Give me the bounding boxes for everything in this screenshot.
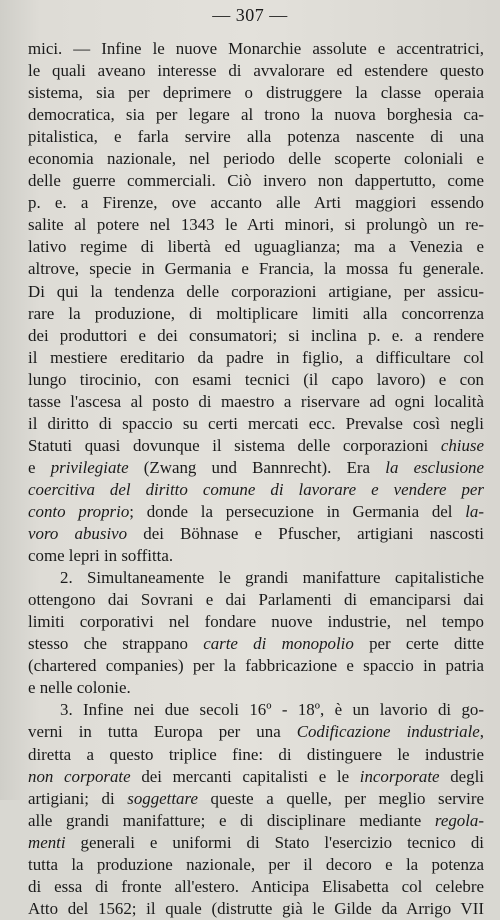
text-segment: lungo tirocinio, con esami tecnici (il capo lavoro) e con <box>28 369 484 389</box>
text-segment: come lepri in soffitta. <box>28 546 174 566</box>
text-line <box>28 281 484 303</box>
text-segment: verni in tutta Europa per una <box>28 722 297 742</box>
text-line <box>28 369 484 391</box>
italic-text: incorporate <box>359 766 440 786</box>
text-segment: il mestiere ereditario da padre in figlio, a difficultare col <box>28 347 484 367</box>
text-segment: per certe ditte <box>353 634 484 654</box>
text-line <box>28 677 484 699</box>
text-segment: 3. Infine nei due secoli 16º - 18º, è un lavorio di go- <box>60 700 484 720</box>
text-line <box>28 810 484 832</box>
text-line <box>28 766 484 788</box>
text-segment: salite al potere nel 1343 le Arti minori, si prolungò un re- <box>28 215 484 235</box>
italic-text: conto proprio <box>28 501 130 521</box>
text-segment: tutta la produzione nazionale, per il decoro e la potenza <box>28 854 484 874</box>
text-segment: rare la produzione, di moltiplicare limiti alla concorrenza <box>28 303 484 323</box>
text-line <box>28 523 484 545</box>
text-line <box>28 413 484 435</box>
text-segment: generali e uniformi di Stato l'esercizio tecnico di <box>65 832 484 852</box>
text-line <box>28 457 484 479</box>
text-segment: alle grandi manifatture; e di disciplinare mediante <box>28 810 435 830</box>
text-line <box>28 148 484 170</box>
text-line <box>28 303 484 325</box>
italic-text: non corporate <box>28 766 131 786</box>
text-segment: limiti corporativi nel fondare nuove industrie, nel tempo <box>28 612 484 632</box>
text-line <box>28 589 484 611</box>
text-line <box>28 876 484 898</box>
text-line <box>28 721 484 743</box>
text-line <box>28 325 484 347</box>
text-line <box>28 611 484 633</box>
text-line <box>28 60 484 82</box>
text-segment: Atto del 1562; il quale (distrutte già le Gilde da Arrigo VII <box>28 898 484 918</box>
italic-text: la- <box>465 501 484 521</box>
text-segment: e nelle colonie. <box>28 678 131 698</box>
text-line <box>28 545 484 567</box>
text-line <box>28 170 484 192</box>
text-segment: ottengono dai Sovrani e dai Parlamenti di emanciparsi dai <box>28 590 484 610</box>
text-line <box>28 435 484 457</box>
text-segment: mici. — Infine le nuove Monarchie assolute e accentratrici, <box>28 39 484 58</box>
text-segment: ; donde la persecuzione in Germania del <box>129 501 466 521</box>
italic-text: menti <box>28 832 66 852</box>
text-segment: delle guerre commerciali. Ciò invero non dappertutto, come <box>28 171 484 191</box>
text-segment: Statuti quasi dovunque il sistema delle corporazioni <box>28 435 441 455</box>
text-line <box>28 501 484 523</box>
italic-text: coercitiva del diritto comune di lavorare e vendere per <box>28 479 484 499</box>
text-line <box>28 832 484 854</box>
text-segment: (Zwang und Bannrecht). Era <box>128 457 386 477</box>
text-line <box>28 744 484 766</box>
text-segment: sistema, sia per deprimere o distruggere la classe operaia <box>28 83 484 103</box>
text-line <box>28 347 484 369</box>
text-segment: lativo regime di libertà ed uguaglianza; ma a Venezia e <box>28 237 484 257</box>
page-number: — 307 — <box>212 5 288 25</box>
text-segment: degli <box>439 766 484 786</box>
text-line <box>28 391 484 413</box>
text-segment: tasse l'ascesa al posto di maestro a riservare ad ogni località <box>28 391 484 411</box>
text-segment: stesso che strappano <box>28 634 204 654</box>
text-segment: altrove, specie in Germania e Francia, la mossa fu generale. <box>28 259 484 279</box>
text-segment: dei Böhnase e Pfuscher, artigiani nascosti <box>127 524 484 544</box>
text-segment: dei mercanti capitalisti e le <box>130 766 360 786</box>
text-segment: artigiani; di <box>28 788 128 808</box>
italic-text: la esclusione <box>385 457 484 477</box>
text-line <box>28 104 484 126</box>
text-line <box>28 236 484 258</box>
italic-text: carte di monopolio <box>203 634 354 654</box>
text-segment: e <box>28 457 51 477</box>
text-line <box>28 214 484 236</box>
italic-text: voro abusivo <box>28 524 128 544</box>
text-line <box>28 898 484 920</box>
text-line <box>28 258 484 280</box>
text-segment: Di qui la tendenza delle corporazioni artigiane, per assicu- <box>28 281 484 301</box>
text-line <box>28 82 484 104</box>
text-segment: , <box>479 722 484 742</box>
text-segment: (chartered companies) per la fabbricazione e spaccio in patria <box>28 656 484 676</box>
text-segment: dei produttori e dei consumatori; si inclina p. e. a rendere <box>28 325 484 345</box>
text-line <box>28 788 484 810</box>
italic-text: soggettare <box>127 788 198 808</box>
text-line <box>28 126 484 148</box>
text-segment: il diritto di spaccio su certi mercati ecc. Prevalse così negli <box>28 413 484 433</box>
italic-text: chiuse <box>440 435 484 455</box>
body-text <box>28 38 484 920</box>
text-line <box>28 655 484 677</box>
text-segment: p. e. a Firenze, ove accanto alle Arti maggiori essendo <box>28 193 484 213</box>
italic-text: privilegiate <box>50 457 129 477</box>
text-line <box>28 854 484 876</box>
text-segment: le quali aveano interesse di avvalorare ed estendere questo <box>28 61 484 81</box>
italic-text: Codificazione industriale <box>296 722 480 742</box>
text-segment: diretta a questo triplice fine: di distinguere le industrie <box>28 744 484 764</box>
italic-text: regola- <box>434 810 484 830</box>
text-segment: economia nazionale, nel periodo delle scoperte coloniali e <box>28 149 484 169</box>
text-line <box>28 567 484 589</box>
text-line <box>28 38 484 60</box>
text-segment: di essa di fronte all'estero. Anticipa Elisabetta col celebre <box>28 876 484 896</box>
text-segment: queste a quelle, per meglio servire <box>197 788 484 808</box>
text-segment: 2. Simultaneamente le grandi manifatture capitalistiche <box>60 568 484 588</box>
text-line <box>28 633 484 655</box>
text-segment: pitalistica, e farla servire alla potenza nascente di una <box>28 127 484 147</box>
text-line <box>28 479 484 501</box>
text-segment: democratica, sia per legare al trono la nuova borghesia ca- <box>28 105 484 125</box>
text-line <box>28 192 484 214</box>
text-line <box>28 699 484 721</box>
